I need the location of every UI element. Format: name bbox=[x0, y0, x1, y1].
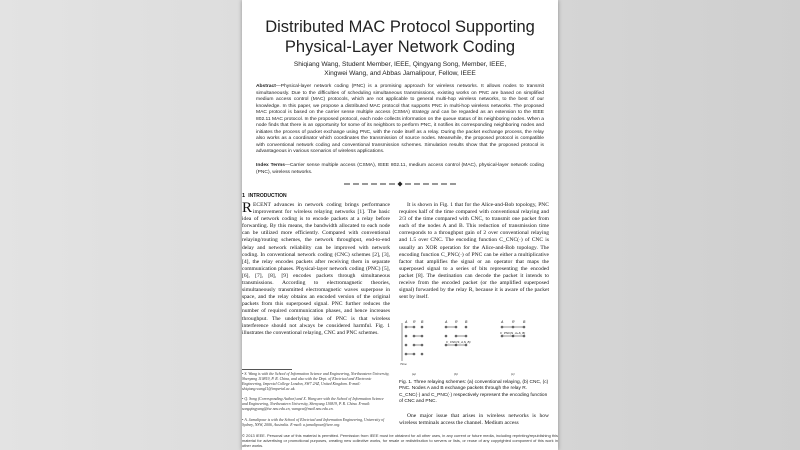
fig-label-R-c: R bbox=[512, 320, 515, 324]
section-number: 1 bbox=[242, 193, 246, 199]
footnote-1: • S. Wang is with the School of Information Science and Engineering, Northeastern University, Shenyang 110819, P. R. China, and also with the Dept. of Electrical and Electronic Engineering, Imperial College London, SW7 2AZ, United Kingdom. E-mail: shiqiang.wang11@imperial.ac.uk. bbox=[242, 372, 390, 392]
index-terms bbox=[256, 163, 544, 176]
fig-label-B-b: B bbox=[465, 320, 468, 324]
fig-label-time: Time bbox=[400, 362, 407, 366]
fig-label-R-a: R bbox=[413, 320, 416, 324]
intro-left-column bbox=[242, 202, 390, 337]
footnote-3-text: A. Jamalipour is with the School of Electrical and Information Engineering, University of Sydney, NSW, 2006, Australia. E-mail: a.jamalipour@ieee.org. bbox=[242, 418, 385, 428]
footnote-2-text: Q. Song (Corresponding Author) and X. Wang are with the School of Information Science and Engineering, Northeastern University, Shenyang 110819, P. R. China. E-mail: songqingyang@ise.neu.edu.cn, wangxw@mail.neu.edu.cn. bbox=[242, 397, 384, 412]
intro-right-column: It is shown in Fig. 1 that for the Alice-and-Bob topology, PNC requires half of the time compared with conventional relaying and 2/3 of the time compared with CNC, to transmit one packet from each of the nodes A and B. This reduction of transmission time corresponds to a throughput gain of 2 over conventional relaying and 1.5 over CNC. The encoding function C_CNC(·) of CNC is usually an XOR operation for the Alice-and-Bob topology. The encoding function C_PNC(·) of PNC can be either a multiplicative factor that amplifies the signal or an operator that maps the superposed signal to a series of bits representing the encoded packet [8]. The destination can decode the packet it intends to receive from the encoded packet (or the amplified superposed signal) forwarded by the relay R, because it is aware of the packet sent by itself. bbox=[399, 202, 549, 301]
fig-label-A-b: A bbox=[445, 320, 448, 324]
fig-label-A-a: A bbox=[405, 320, 408, 324]
footnote-rule bbox=[242, 369, 292, 370]
right-column-continuation: One major issue that arises in wireless networks is how wireless terminals access the channel. Medium access bbox=[399, 413, 549, 427]
figure-1-caption: Fig. 1. Three relaying schemes: (a) conventional relaying, (b) CNC, (c) PNC. Nodes A and B exchange packets through the relay R. C_CNC(·) and C_PNC(·) respectively represent the encoding function of CNC and PNC. bbox=[399, 380, 549, 404]
copyright-notice: © 2013 IEEE. Personal use of this material is permitted. Permission from IEEE must be obtained for all other uses, in any current or future media, including reprinting/republishing this material for advertising or promotional purposes, creating new collective works, for resale or redistribution to servers or lists, or reuse of any copyrighted component of this work in other works. bbox=[242, 433, 558, 448]
paper-title-line-1: Distributed MAC Protocol Supporting bbox=[265, 18, 535, 36]
section-heading bbox=[242, 193, 287, 199]
index-terms-text: —Carrier sense multiple access (CSMA), IEEE 802.11, medium access control (MAC), physical-layer network coding (PNC), wireless networks. bbox=[256, 163, 545, 175]
abstract-text: —Physical-layer network coding (PNC) is a promising approach for wireless networks. It allows nodes to transmit simultaneously. Due to the difficulties of scheduling simultaneous transmissions, existing works on PNC are based on simplified medium access control (MAC) protocols, which are not applicable to general multi-hop wireless networks, to the best of our knowledge. In this paper, we propose a distributed MAC protocol that supports PNC in multi-hop wireless networks. The proposed MAC protocol is based on the carrier sense multiple access (CSMA) strategy and can be regarded as an extension to the IEEE 802.11 MAC protocol. In the proposed protocol, each node collects information on the queue status of its neighboring nodes. When a node finds that there is an opportunity for some of its neighbors to perform PNC, it notifies its corresponding neighboring nodes and initiates the process of packet exchange using PNC, with the node itself as a relay. During the packet exchange process, the relay also works as a coordinator which coordinates the transmission of source nodes. Meanwhile, the proposed protocol is compatible with conventional network coding and conventional transmission schemes. Simulation results show that the proposed protocol is advantageous in various scenarios of wireless applications. bbox=[256, 84, 544, 154]
authors-line-1: Shiqiang Wang, Student Member, IEEE, Qingyang Song, Member, IEEE, bbox=[293, 61, 507, 68]
drop-cap: R bbox=[242, 200, 253, 216]
fig-label-pnc: C_PNC(S_A+S_B) bbox=[500, 331, 526, 335]
authors-line-2: Xingwei Wang, and Abbas Jamalipour, Fellow, IEEE bbox=[324, 70, 476, 77]
index-terms-label: Index Terms bbox=[256, 163, 285, 168]
fig-label-B-c: B bbox=[523, 320, 526, 324]
section-divider-ornament bbox=[342, 181, 458, 187]
abstract-label: Abstract bbox=[256, 84, 276, 89]
paper-page bbox=[242, 0, 558, 450]
fig-label-a: (a) bbox=[412, 372, 416, 376]
fig-label-A-c: A bbox=[501, 320, 504, 324]
abstract bbox=[256, 84, 544, 156]
section-title: INTRODUCTION bbox=[248, 193, 287, 199]
fig-label-R-b: R bbox=[455, 320, 458, 324]
footnote-1-text: S. Wang is with the School of Information Science and Engineering, Northeastern University, Shenyang 110819, P. R. China, and also with the Dept. of Electrical and Electronic Engineering, Imperial College London, SW7 2AZ, United Kingdom. E-mail: shiqiang.wang11@imperial.ac.uk. bbox=[242, 372, 390, 392]
footnote-3: • A. Jamalipour is with the School of Electrical and Information Engineering, University of Sydney, NSW, 2006, Australia. E-mail: a.jamalipour@ieee.org. bbox=[242, 418, 385, 428]
intro-left-text: ECENT advances in network coding brings performance improvement for wireless relaying networks [1]. The basic idea of network coding is to encode packets at a relay before forwarding. By this means, the bandwidth allocated to each node can be utilized more efficiently. Compared with conventional relaying/routing schemes, the network throughput, end-to-end delay and network reliability can be improved with network coding. In conventional network coding (CNC) schemes [2], [3], [4], the relay encodes packets after receiving them in separate communication phases. Physical-layer network coding (PNC) [5], [6], [7], [8], [9] encodes packets through simultaneous transmissions. According to electromagnetic theories, simultaneously transmitted electromagnetic waves superpose in space, and the relay obtains an encoded version of the original packets from this superposed signal. PNC further reduces the number of required communication phases, and hence increases throughput. The underlying idea of PNC is that wireless interference should not always be considered harmful. Fig. 1 illustrates the conventional relaying, CNC and PNC schemes. bbox=[242, 202, 390, 336]
paper-title-line-2: Physical-Layer Network Coding bbox=[284, 38, 516, 56]
footnote-2: • Q. Song (Corresponding Author) and X. Wang are with the School of Information Science and Engineering, Northeastern University, Shenyang 110819, P. R. China. E-mail: songqingyang@ise.neu.edu.cn, wangxw@mail.neu.edu.cn. bbox=[242, 397, 384, 412]
fig-label-cnc: C_CNC(S_A,S_B) bbox=[446, 340, 471, 344]
figure-1-relaying-schemes bbox=[400, 319, 550, 377]
fig-label-B-a: B bbox=[421, 320, 424, 324]
fig-label-b: (b) bbox=[454, 372, 458, 376]
fig-label-c: (c) bbox=[511, 372, 515, 376]
